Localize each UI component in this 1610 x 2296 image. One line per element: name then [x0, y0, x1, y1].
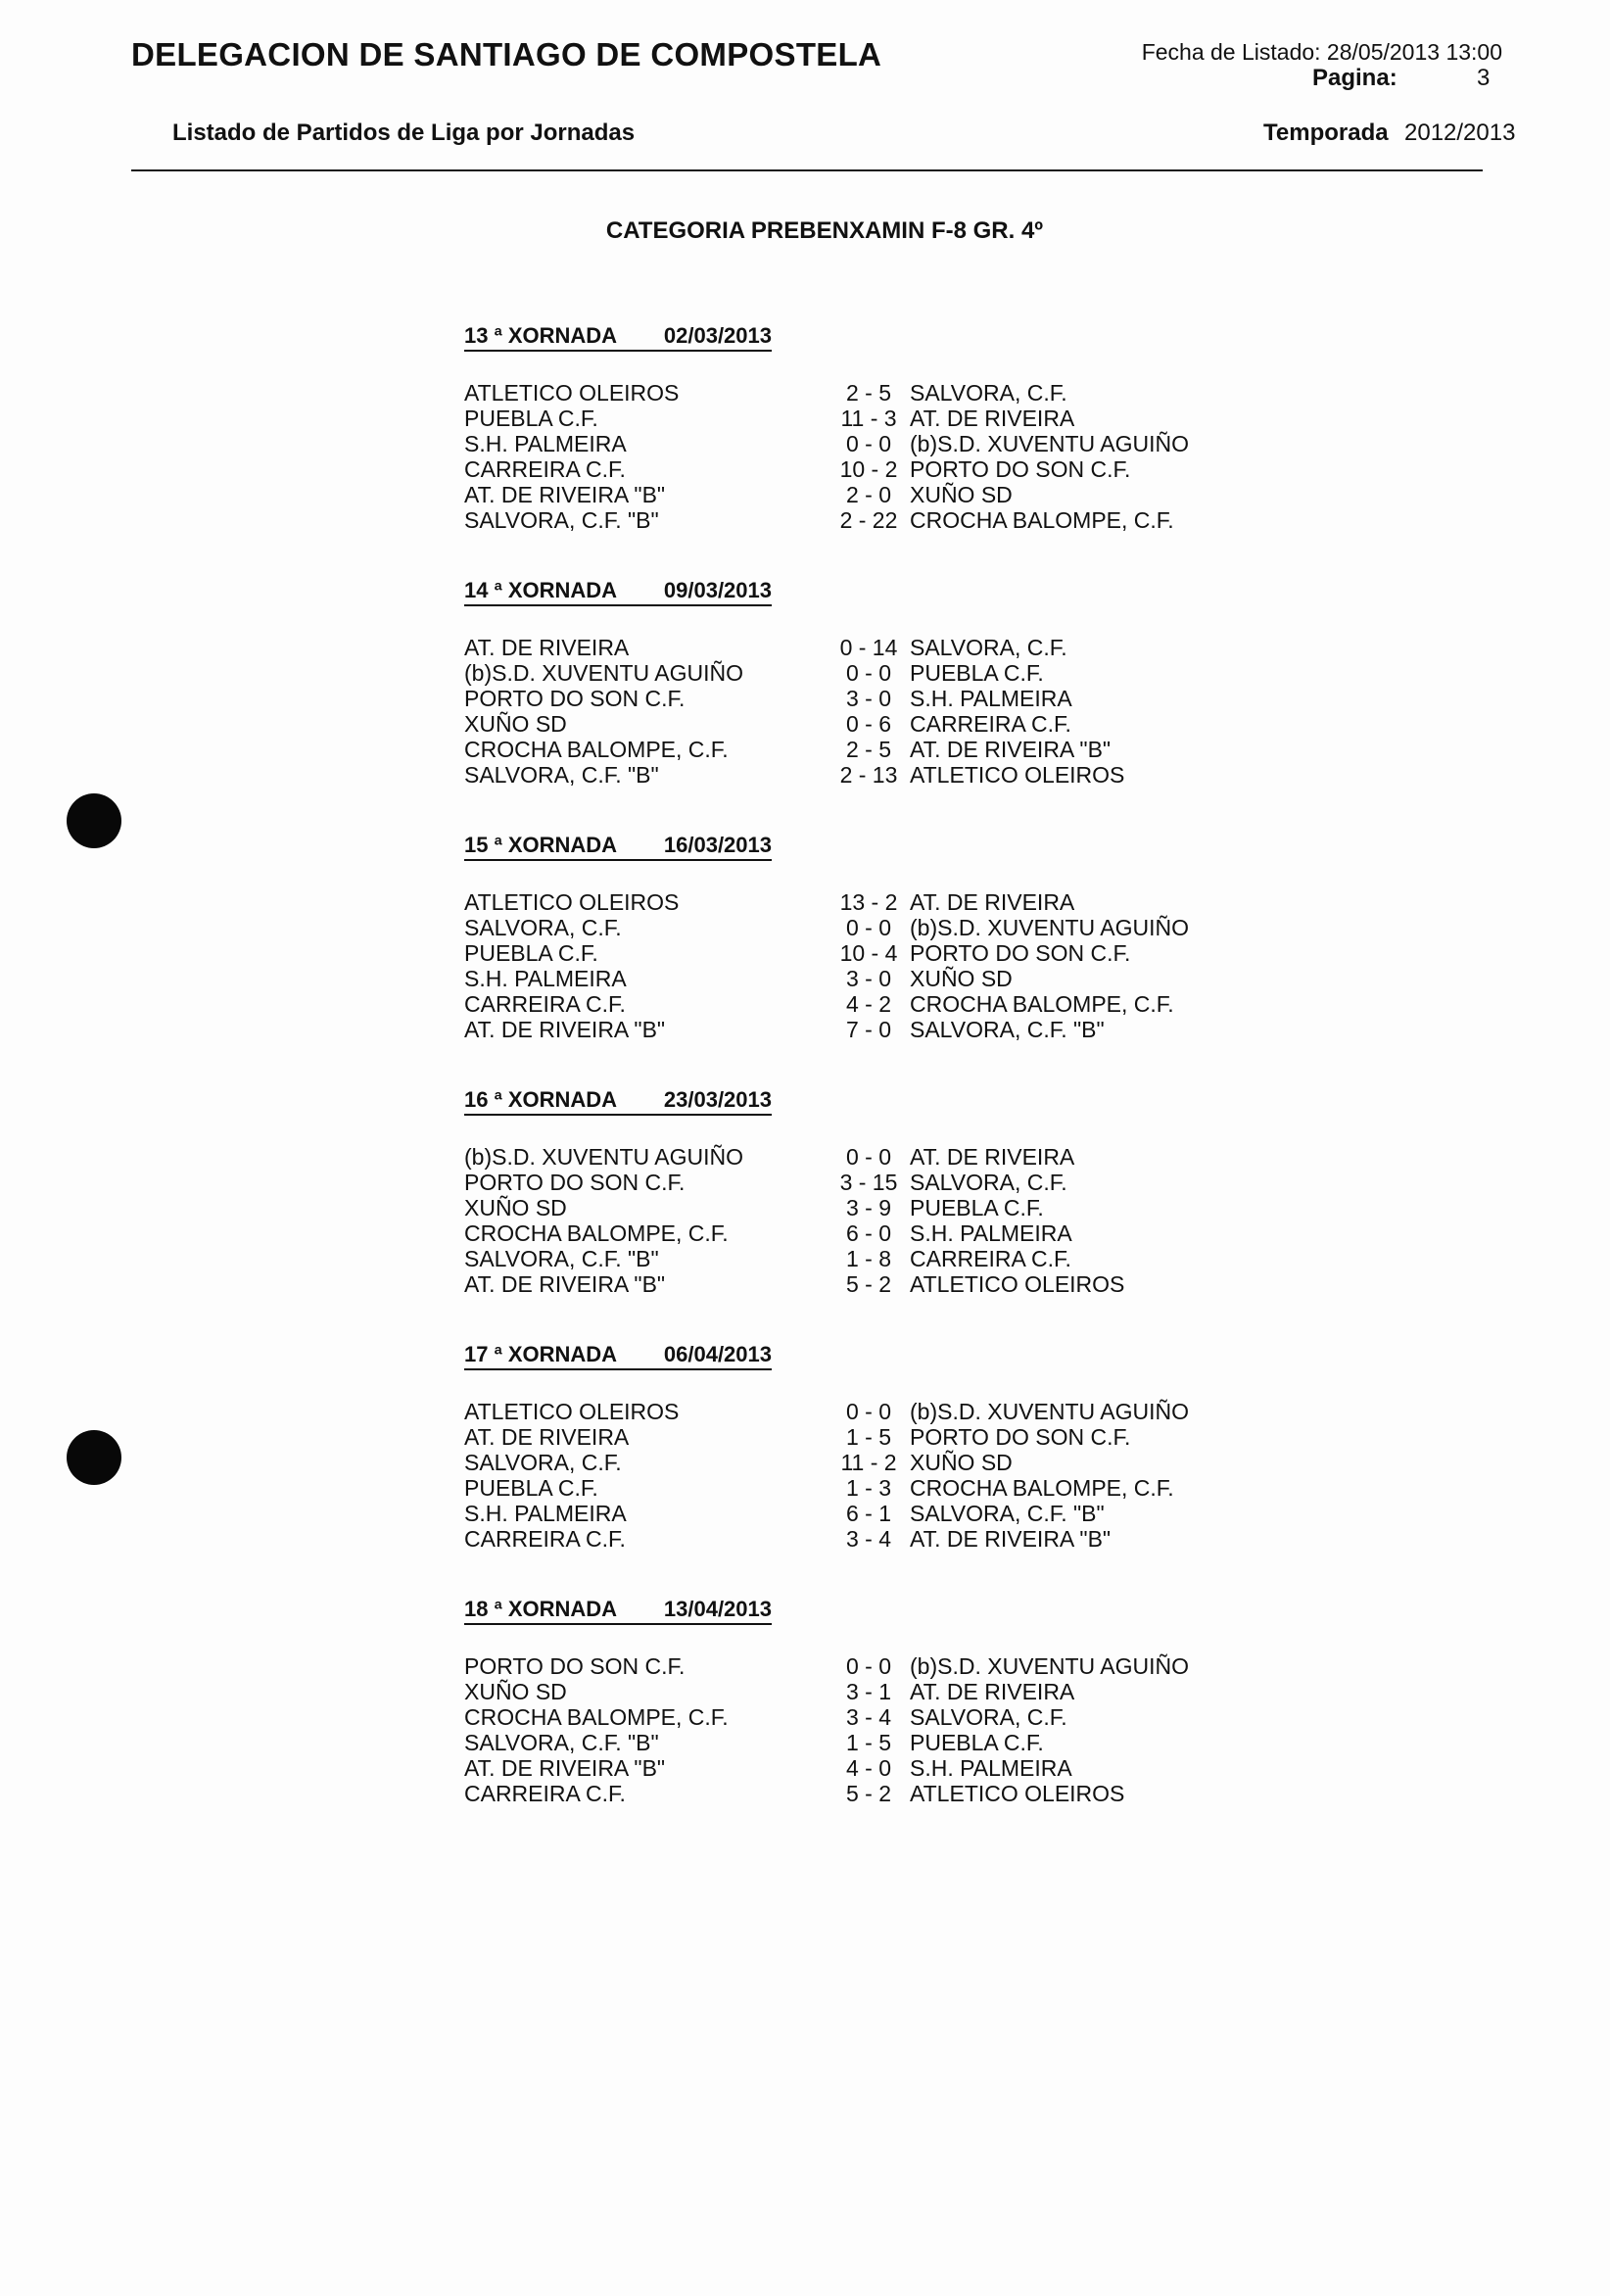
round-section: [464, 1342, 1346, 1552]
away-team: CROCHA BALOMPE, C.F.: [910, 991, 1174, 1017]
header-divider: [131, 169, 1483, 171]
match-row: [464, 1501, 1346, 1526]
home-team: SALVORA, C.F. "B": [464, 1246, 659, 1271]
match-score: 3 - 9: [845, 1195, 892, 1220]
match-list: [464, 380, 1346, 533]
home-team: XUÑO SD: [464, 711, 567, 737]
match-score: 1 - 5: [845, 1424, 892, 1450]
season-label: Temporada: [1263, 120, 1389, 146]
away-team: CARREIRA C.F.: [910, 711, 1071, 737]
match-list: [464, 1144, 1346, 1297]
home-team: (b)S.D. XUVENTU AGUIÑO: [464, 1144, 743, 1170]
match-score: 6 - 0: [845, 1220, 892, 1246]
match-score: 10 - 4: [839, 940, 898, 966]
away-team: ATLETICO OLEIROS: [910, 762, 1125, 788]
away-team: SALVORA, C.F. "B": [910, 1501, 1105, 1526]
match-row: [464, 915, 1346, 940]
match-row: [464, 1730, 1346, 1755]
match-row: [464, 1195, 1346, 1220]
match-row: [464, 1704, 1346, 1730]
away-team: XUÑO SD: [910, 482, 1013, 507]
away-team: AT. DE RIVEIRA: [910, 1679, 1075, 1704]
match-score: 3 - 15: [839, 1170, 898, 1195]
home-team: SALVORA, C.F.: [464, 915, 622, 940]
round-name: 14 ª XORNADA: [464, 578, 618, 602]
match-row: [464, 507, 1346, 533]
home-team: CROCHA BALOMPE, C.F.: [464, 737, 729, 762]
round-name: 18 ª XORNADA: [464, 1597, 618, 1621]
document-subtitle: Listado de Partidos de Liga por Jornadas: [172, 120, 636, 146]
round-date: 23/03/2013: [663, 1087, 772, 1112]
round-header: [464, 578, 772, 606]
match-score: 4 - 0: [845, 1755, 892, 1781]
match-score: 1 - 3: [845, 1475, 892, 1501]
home-team: CARREIRA C.F.: [464, 1781, 626, 1806]
home-team: S.H. PALMEIRA: [464, 1501, 627, 1526]
match-list: [464, 1653, 1346, 1806]
match-score: 0 - 14: [839, 635, 898, 660]
away-team: AT. DE RIVEIRA "B": [910, 737, 1112, 762]
match-list: [464, 889, 1346, 1042]
home-team: (b)S.D. XUVENTU AGUIÑO: [464, 660, 743, 686]
match-score: 3 - 4: [845, 1704, 892, 1730]
match-score: 3 - 0: [845, 966, 892, 991]
match-row: [464, 1526, 1346, 1552]
match-row: [464, 966, 1346, 991]
home-team: ATLETICO OLEIROS: [464, 889, 680, 915]
match-score: 3 - 1: [845, 1679, 892, 1704]
home-team: XUÑO SD: [464, 1195, 567, 1220]
round-header: [464, 833, 772, 861]
away-team: S.H. PALMEIRA: [910, 1220, 1072, 1246]
away-team: ATLETICO OLEIROS: [910, 1271, 1125, 1297]
punch-hole-bottom: [67, 1430, 121, 1485]
round-header: [464, 1087, 772, 1116]
round-date: 02/03/2013: [663, 323, 772, 348]
away-team: S.H. PALMEIRA: [910, 686, 1072, 711]
match-row: [464, 406, 1346, 431]
match-score: 0 - 0: [845, 1653, 892, 1679]
away-team: PORTO DO SON C.F.: [910, 940, 1131, 966]
match-row: [464, 686, 1346, 711]
round-section: [464, 323, 1346, 533]
match-score: 4 - 2: [845, 991, 892, 1017]
match-row: [464, 1755, 1346, 1781]
match-score: 2 - 0: [845, 482, 892, 507]
round-section: [464, 1087, 1346, 1297]
home-team: ATLETICO OLEIROS: [464, 380, 680, 406]
away-team: S.H. PALMEIRA: [910, 1755, 1072, 1781]
match-score: 6 - 1: [845, 1501, 892, 1526]
home-team: AT. DE RIVEIRA: [464, 635, 630, 660]
home-team: SALVORA, C.F.: [464, 1450, 622, 1475]
round-header: [464, 1342, 772, 1370]
round-name: 16 ª XORNADA: [464, 1087, 618, 1112]
match-score: 2 - 5: [845, 737, 892, 762]
match-score: 0 - 0: [845, 1144, 892, 1170]
home-team: AT. DE RIVEIRA "B": [464, 1755, 666, 1781]
home-team: CROCHA BALOMPE, C.F.: [464, 1704, 729, 1730]
away-team: AT. DE RIVEIRA: [910, 406, 1075, 431]
match-score: 2 - 22: [839, 507, 898, 533]
home-team: XUÑO SD: [464, 1679, 567, 1704]
round-section: [464, 1597, 1346, 1806]
punch-hole-top: [67, 793, 121, 848]
away-team: (b)S.D. XUVENTU AGUIÑO: [910, 1653, 1189, 1679]
category-title: CATEGORIA PREBENXAMIN F-8 GR. 4º: [605, 217, 1044, 244]
round-header: [464, 323, 772, 352]
match-list: [464, 1399, 1346, 1552]
away-team: (b)S.D. XUVENTU AGUIÑO: [910, 431, 1189, 456]
away-team: SALVORA, C.F.: [910, 635, 1067, 660]
home-team: CARREIRA C.F.: [464, 456, 626, 482]
away-team: AT. DE RIVEIRA: [910, 1144, 1075, 1170]
home-team: PUEBLA C.F.: [464, 1475, 598, 1501]
away-team: SALVORA, C.F. "B": [910, 1017, 1105, 1042]
match-row: [464, 1271, 1346, 1297]
away-team: XUÑO SD: [910, 1450, 1013, 1475]
home-team: SALVORA, C.F. "B": [464, 762, 659, 788]
home-team: PORTO DO SON C.F.: [464, 686, 686, 711]
home-team: SALVORA, C.F. "B": [464, 1730, 659, 1755]
away-team: PORTO DO SON C.F.: [910, 456, 1131, 482]
match-row: [464, 940, 1346, 966]
match-score: 13 - 2: [839, 889, 898, 915]
match-row: [464, 1679, 1346, 1704]
home-team: CARREIRA C.F.: [464, 1526, 626, 1552]
match-score: 3 - 4: [845, 1526, 892, 1552]
season-value: 2012/2013: [1404, 120, 1516, 146]
round-section: [464, 578, 1346, 788]
match-score: 5 - 2: [845, 1271, 892, 1297]
round-date: 16/03/2013: [663, 833, 772, 857]
match-row: [464, 1399, 1346, 1424]
match-row: [464, 991, 1346, 1017]
round-section: [464, 833, 1346, 1042]
match-row: [464, 1781, 1346, 1806]
match-row: [464, 1450, 1346, 1475]
match-row: [464, 1170, 1346, 1195]
match-row: [464, 889, 1346, 915]
home-team: AT. DE RIVEIRA: [464, 1424, 630, 1450]
round-date: 13/04/2013: [663, 1597, 772, 1621]
match-score: 2 - 13: [839, 762, 898, 788]
match-row: [464, 737, 1346, 762]
away-team: PUEBLA C.F.: [910, 660, 1044, 686]
match-row: [464, 1017, 1346, 1042]
away-team: ATLETICO OLEIROS: [910, 1781, 1125, 1806]
away-team: SALVORA, C.F.: [910, 1170, 1067, 1195]
page-number: 3: [1477, 65, 1491, 91]
home-team: PUEBLA C.F.: [464, 406, 598, 431]
home-team: SALVORA, C.F. "B": [464, 507, 659, 533]
round-date: 09/03/2013: [663, 578, 772, 602]
home-team: AT. DE RIVEIRA "B": [464, 1017, 666, 1042]
away-team: PUEBLA C.F.: [910, 1195, 1044, 1220]
document-title: DELEGACION DE SANTIAGO DE COMPOSTELA: [131, 36, 882, 72]
away-team: SALVORA, C.F.: [910, 380, 1067, 406]
home-team: ATLETICO OLEIROS: [464, 1399, 680, 1424]
match-score: 11 - 3: [840, 406, 897, 431]
match-row: [464, 711, 1346, 737]
away-team: (b)S.D. XUVENTU AGUIÑO: [910, 1399, 1189, 1424]
home-team: PORTO DO SON C.F.: [464, 1170, 686, 1195]
match-score: 0 - 0: [845, 915, 892, 940]
away-team: CROCHA BALOMPE, C.F.: [910, 507, 1174, 533]
match-row: [464, 1246, 1346, 1271]
home-team: S.H. PALMEIRA: [464, 431, 627, 456]
round-header: [464, 1597, 772, 1625]
away-team: (b)S.D. XUVENTU AGUIÑO: [910, 915, 1189, 940]
round-name: 13 ª XORNADA: [464, 323, 618, 348]
home-team: AT. DE RIVEIRA "B": [464, 1271, 666, 1297]
page-label: Pagina:: [1312, 65, 1397, 91]
home-team: CROCHA BALOMPE, C.F.: [464, 1220, 729, 1246]
home-team: S.H. PALMEIRA: [464, 966, 627, 991]
home-team: AT. DE RIVEIRA "B": [464, 482, 666, 507]
match-score: 7 - 0: [845, 1017, 892, 1042]
match-row: [464, 456, 1346, 482]
home-team: CARREIRA C.F.: [464, 991, 626, 1017]
round-date: 06/04/2013: [663, 1342, 772, 1366]
match-row: [464, 482, 1346, 507]
match-row: [464, 1475, 1346, 1501]
home-team: PUEBLA C.F.: [464, 940, 598, 966]
home-team: PORTO DO SON C.F.: [464, 1653, 686, 1679]
away-team: AT. DE RIVEIRA: [910, 889, 1075, 915]
match-score: 0 - 6: [845, 711, 892, 737]
match-row: [464, 431, 1346, 456]
round-name: 15 ª XORNADA: [464, 833, 618, 857]
away-team: XUÑO SD: [910, 966, 1013, 991]
match-row: [464, 1653, 1346, 1679]
match-row: [464, 635, 1346, 660]
away-team: CARREIRA C.F.: [910, 1246, 1071, 1271]
away-team: CROCHA BALOMPE, C.F.: [910, 1475, 1174, 1501]
match-score: 10 - 2: [839, 456, 898, 482]
match-row: [464, 660, 1346, 686]
match-row: [464, 1144, 1346, 1170]
match-score: 0 - 0: [845, 431, 892, 456]
match-score: 2 - 5: [845, 380, 892, 406]
match-row: [464, 762, 1346, 788]
match-row: [464, 1220, 1346, 1246]
match-score: 3 - 0: [845, 686, 892, 711]
match-score: 0 - 0: [845, 1399, 892, 1424]
match-score: 0 - 0: [845, 660, 892, 686]
match-list: [464, 635, 1346, 788]
match-score: 5 - 2: [845, 1781, 892, 1806]
away-team: AT. DE RIVEIRA "B": [910, 1526, 1112, 1552]
away-team: PUEBLA C.F.: [910, 1730, 1044, 1755]
round-name: 17 ª XORNADA: [464, 1342, 618, 1366]
listing-date: Fecha de Listado: 28/05/2013 13:00: [1141, 39, 1502, 65]
away-team: PORTO DO SON C.F.: [910, 1424, 1131, 1450]
away-team: SALVORA, C.F.: [910, 1704, 1067, 1730]
match-score: 11 - 2: [840, 1450, 897, 1475]
match-score: 1 - 5: [845, 1730, 892, 1755]
match-row: [464, 1424, 1346, 1450]
match-score: 1 - 8: [845, 1246, 892, 1271]
match-row: [464, 380, 1346, 406]
